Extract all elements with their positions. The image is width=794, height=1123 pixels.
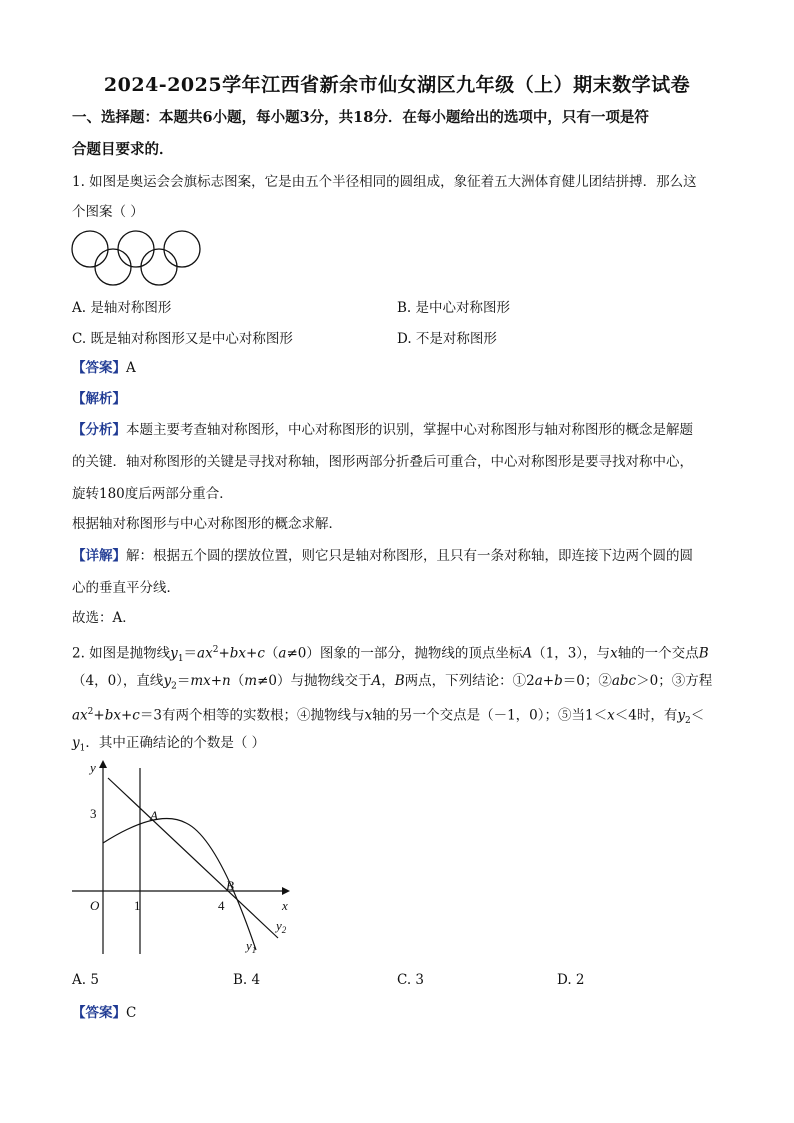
ring-top-middle	[118, 231, 154, 267]
ring-top-right	[164, 231, 200, 267]
q2-graph	[68, 758, 298, 958]
answer-label: 【答案】	[72, 1005, 126, 1021]
q1-fenxi-line3: 旋转180度后两部分重合．	[72, 486, 233, 502]
answer-label: 【答案】	[72, 360, 126, 376]
section-heading-line2: 合题目要求的．	[72, 141, 174, 158]
answer-value: C	[126, 1005, 137, 1021]
x-axis-label: x	[282, 898, 288, 913]
y-axis-arrow	[99, 760, 107, 768]
line-y2	[108, 778, 278, 938]
y-axis-label: y	[90, 760, 96, 775]
ring-top-left	[72, 231, 108, 267]
q2-option-b: B. 4	[233, 972, 261, 988]
q2-stem-line3: $ax^2+bx+c=3$有两个相等的实数根；④抛物线与x轴的另一个交点是（－1，0）；⑤当1＜x＜4时，有$y_2<$	[72, 707, 705, 727]
analysis-label: 【解析】	[72, 391, 126, 407]
q2-option-c: C. 3	[397, 972, 425, 988]
q1-stem-line1: 1. 如图是奥运会会旗标志图案，它是由五个半径相同的圆组成，象征着五大洲体育健儿团结拼搏．那么这	[72, 174, 697, 190]
x-tick-4: 4	[218, 898, 225, 913]
q1-answer	[72, 358, 136, 378]
q2-option-a: A. 5	[72, 972, 99, 988]
q1-fenxi-line2: 的关键．轴对称图形的关键是寻找对称轴，图形两部分折叠后可重合，中心对称图形是要寻找对称中心，	[72, 454, 693, 470]
x-tick-1: 1	[134, 898, 141, 913]
q2-stem-line4: $y_1$．其中正确结论的个数是（ ）	[72, 735, 266, 754]
olympic-rings-figure	[70, 228, 206, 294]
q1-option-a: A. 是轴对称图形	[72, 300, 172, 316]
q1-stem-line2: 个图案（ ）	[72, 204, 144, 220]
q1-fenxi-line1	[72, 420, 693, 440]
q1-choose: 故选：A．	[72, 610, 136, 626]
detail-label: 【详解】	[72, 548, 126, 564]
curve-y1-label: $y_1$	[246, 938, 257, 955]
point-b-label: B	[226, 878, 234, 893]
q1-fenxi-line4: 根据轴对称图形与中心对称图形的概念求解．	[72, 516, 342, 532]
q1-option-b: B. 是中心对称图形	[397, 300, 511, 316]
x-axis-arrow	[282, 887, 290, 895]
q1-option-d: D. 不是对称图形	[397, 331, 497, 347]
q1-option-c: C. 既是轴对称图形又是中心对称图形	[72, 331, 293, 347]
q2-stem-line2: （4，0），直线$y_2=mx+n(m\ne 0)$与抛物线交于A，B两点，下列结论：①2a+b＝0；②abc＞0；③方程	[72, 673, 713, 692]
fenxi-text-1: 本题主要考查轴对称图形，中心对称图形的识别，掌握中心对称图形与轴对称图形的概念是解题	[126, 422, 693, 438]
q2-stem-line1: 2. 如图是抛物线$y_1=ax^2+bx+c(a\ne 0)$图象的一部分，抛物线的顶点坐标A（1，3），与x轴的一个交点B	[72, 645, 709, 665]
y-tick-3: 3	[90, 806, 97, 821]
section-heading-line1: 一、选择题：本题共6小题，每小题3分，共18分．在每小题给出的选项中，只有一项是符	[72, 109, 649, 126]
q2-option-d: D. 2	[557, 972, 585, 988]
fenxi-label: 【分析】	[72, 422, 126, 438]
point-a-label: A	[150, 808, 158, 823]
ring-bottom-right	[141, 249, 177, 285]
q1-detail-line2: 心的垂直平分线．	[72, 580, 180, 596]
page-title: 2024-2025学年江西省新余市仙女湖区九年级（上）期末数学试卷	[103, 74, 691, 96]
q2-answer	[72, 1003, 136, 1023]
origin-label: O	[90, 898, 100, 913]
answer-value: A	[126, 360, 136, 376]
q1-analysis-heading	[72, 389, 126, 409]
detail-text-1: 解：根据五个圆的摆放位置，则它只是轴对称图形，且只有一条对称轴，即连接下边两个圆的圆	[126, 548, 693, 564]
q1-detail-line1	[72, 546, 693, 566]
ring-bottom-left	[95, 249, 131, 285]
curve-y2-label: $y_2$	[276, 918, 287, 935]
